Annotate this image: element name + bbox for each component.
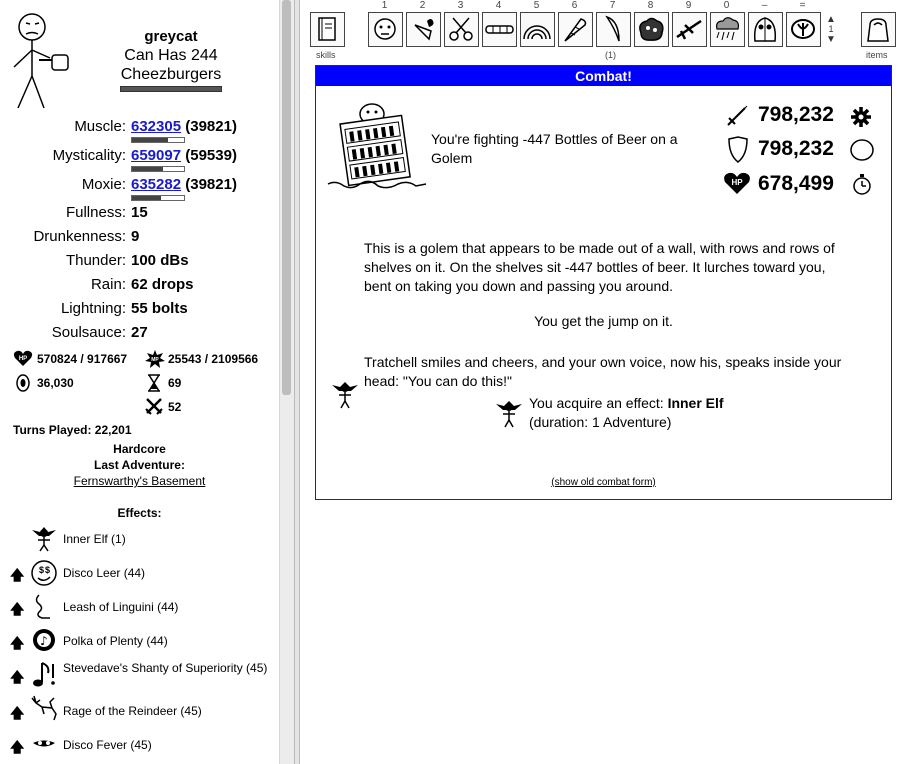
stat-value: 55 bolts xyxy=(131,300,188,317)
disco-leer-icon xyxy=(30,558,58,588)
combat-action-slot-2[interactable] xyxy=(406,12,441,47)
monster-description: This is a golem that appears to be made out of a wall, with rows and rows of shelves on it. On the shelves sit -447 bottles of beer. It lurches toward you, bent on taking you down and passing you around. xyxy=(364,240,835,294)
slot-key-label: 0 xyxy=(723,0,730,11)
stat-value: 27 xyxy=(131,324,148,341)
stat-label: Moxie: xyxy=(81,176,126,193)
moxie-progress-bar xyxy=(131,195,185,201)
stat-label: Lightning: xyxy=(60,300,126,317)
stat-muscle xyxy=(0,118,279,138)
raincloud-icon xyxy=(711,13,744,46)
combat-header: Combat! xyxy=(316,66,891,86)
character-title-line1: Can Has 244 xyxy=(124,47,218,64)
monster-image[interactable] xyxy=(326,100,430,192)
mp-value[interactable]: 25543 / 2109566 xyxy=(168,352,259,366)
effect-label: Stevedave's Shanty of Superiority (45) xyxy=(63,661,268,675)
svg-text:♪: ♪ xyxy=(40,634,48,648)
monster-hp: 678,499 xyxy=(758,172,834,195)
stat-value: 9 xyxy=(131,228,140,245)
blob-icon xyxy=(635,13,668,46)
svg-text:HP: HP xyxy=(18,356,28,362)
stat-soulsauce xyxy=(0,324,279,344)
crossed-swords-icon xyxy=(145,397,163,415)
combat-action-slot-5[interactable] xyxy=(520,12,555,47)
scissors-icon xyxy=(445,13,478,46)
effect-rage-of-the-reindeer[interactable] xyxy=(0,694,279,728)
effects-heading: Effects: xyxy=(117,506,162,520)
slot-key-label: 9 xyxy=(685,0,692,11)
stat-label: Thunder: xyxy=(65,252,126,269)
stat-value: 62 drops xyxy=(131,276,194,293)
page-number: 1 xyxy=(828,24,834,34)
plane-icon xyxy=(673,13,706,46)
page-down-arrow-icon[interactable]: ▼ xyxy=(826,34,836,45)
frame-divider[interactable] xyxy=(294,0,300,764)
stat-moxie xyxy=(0,176,279,196)
effect-label: Disco Fever (45) xyxy=(63,738,152,752)
combat-action-slot-4[interactable] xyxy=(482,12,517,47)
slot-key-label: = xyxy=(799,0,806,11)
combat-action-slot-6[interactable] xyxy=(558,12,593,47)
carrot-icon xyxy=(559,13,592,46)
jump-message: You get the jump on it. xyxy=(534,313,673,329)
hp-value[interactable]: 570824 / 917667 xyxy=(37,352,128,366)
hp-heart-icon xyxy=(723,171,751,195)
skills-label: skills xyxy=(316,50,336,60)
skills-book-icon xyxy=(311,13,344,46)
mysticality-progress-bar xyxy=(131,166,185,172)
combat-action-slot-10[interactable] xyxy=(710,12,745,47)
stat-label: Muscle: xyxy=(74,118,126,135)
slot-key-label: 6 xyxy=(571,0,578,11)
elf-icon xyxy=(30,522,58,552)
items-button[interactable] xyxy=(861,12,896,47)
music-note-icon xyxy=(30,660,58,690)
mp-icon xyxy=(145,350,165,368)
turns-played: Turns Played: 22,201 xyxy=(13,423,132,437)
hp-heart-icon xyxy=(13,350,33,367)
character-pane xyxy=(0,0,279,764)
monster-intro: You're fighting -447 Bottles of Beer on a Golem xyxy=(431,131,678,166)
stat-moxie-base: (39821) xyxy=(185,176,237,193)
effect-stevedaves-shanty[interactable] xyxy=(0,658,279,696)
muscle-progress-bar xyxy=(131,137,185,143)
items-bag-icon xyxy=(862,13,895,46)
pvp-value: 52 xyxy=(168,400,182,414)
combat-panel xyxy=(315,65,892,500)
avatar[interactable] xyxy=(6,12,72,110)
combat-action-slot-11[interactable] xyxy=(748,12,783,47)
last-adventure-label: Last Adventure: xyxy=(94,458,185,472)
upgrade-arrow-icon[interactable]: 🡅 xyxy=(10,567,25,583)
character-title-line2: Cheezburgers xyxy=(120,66,222,83)
mask-icon xyxy=(749,13,782,46)
left-pane-scrollbar[interactable] xyxy=(279,0,294,764)
circle-icon xyxy=(849,138,875,162)
effect-acquired-name: Inner Elf xyxy=(667,395,724,411)
stat-thunder xyxy=(0,252,279,272)
effect-duration: (duration: 1 Adventure) xyxy=(529,414,672,430)
stat-value: 15 xyxy=(131,204,148,221)
svg-text:$: $ xyxy=(45,565,51,575)
face-icon xyxy=(369,13,402,46)
slot-key-label: – xyxy=(761,0,768,11)
slot-key-label: 5 xyxy=(533,0,540,11)
adventures-value: 69 xyxy=(168,376,182,390)
items-label: items xyxy=(866,50,888,60)
linguini-icon xyxy=(30,592,58,622)
page-switcher[interactable] xyxy=(823,14,839,46)
stat-fullness xyxy=(0,204,279,224)
effect-leash-of-linguini[interactable] xyxy=(0,590,279,624)
combat-action-slot-9[interactable] xyxy=(672,12,707,47)
svg-text:HP: HP xyxy=(731,178,743,187)
stat-label: Mysticality: xyxy=(52,147,126,164)
slot-key-label: 3 xyxy=(457,0,464,11)
effect-label: Disco Leer (44) xyxy=(63,566,146,580)
effect-polka-of-plenty[interactable] xyxy=(0,624,279,658)
meat-icon xyxy=(15,374,31,392)
effect-disco-leer[interactable] xyxy=(0,556,279,590)
level-progress-bar xyxy=(120,86,222,92)
slot-key-label: 4 xyxy=(495,0,502,11)
combat-action-slot-7[interactable] xyxy=(596,12,631,47)
stat-moxie-value[interactable]: 635282 xyxy=(131,176,182,193)
stat-label: Rain: xyxy=(90,276,126,293)
gear-icon xyxy=(849,105,873,129)
slot-key-label: 8 xyxy=(647,0,654,11)
shield-icon xyxy=(727,136,749,164)
slot-key-label: 1 xyxy=(381,0,388,11)
stat-mysticality-value[interactable]: 659097 xyxy=(131,147,182,164)
effect-disco-fever[interactable] xyxy=(0,728,279,762)
svg-text:MP: MP xyxy=(151,357,159,363)
pretzel-icon xyxy=(787,13,820,46)
sword-icon xyxy=(725,104,749,128)
stat-label: Fullness: xyxy=(65,204,126,221)
stat-mysticality xyxy=(0,147,279,167)
action-bar xyxy=(300,0,903,62)
chain-icon xyxy=(483,13,516,46)
carrot-heart-icon xyxy=(407,13,440,46)
effect-label: Rage of the Reindeer (45) xyxy=(63,704,202,718)
svg-text:$: $ xyxy=(39,565,45,575)
stat-muscle-base: (39821) xyxy=(185,118,237,135)
hourglass-icon xyxy=(146,374,162,392)
slot-key-label: 2 xyxy=(419,0,426,11)
upgrade-arrow-icon[interactable]: 🡅 xyxy=(10,669,25,685)
stat-muscle-value[interactable]: 632305 xyxy=(131,118,182,135)
stat-label: Drunkenness: xyxy=(33,228,126,245)
slot-key-label: 7 xyxy=(609,0,616,11)
skills-button[interactable] xyxy=(310,12,345,47)
effect-acquired-prefix: You acquire an effect: xyxy=(529,395,668,411)
effect-inner-elf[interactable] xyxy=(0,522,279,556)
stat-mysticality-base: (59539) xyxy=(185,147,237,164)
companion-message: Tratchell smiles and cheers, and your own voice, now his, speaks inside your head: "You can do this!" xyxy=(364,354,842,389)
stat-drunkenness xyxy=(0,228,279,248)
path-label: Hardcore xyxy=(113,442,166,456)
reindeer-icon xyxy=(30,694,58,724)
effect-elf-icon[interactable] xyxy=(494,397,524,429)
monster-defense: 798,232 xyxy=(758,137,834,160)
companion-elf-icon xyxy=(330,378,360,410)
page-up-arrow-icon[interactable]: ▲ xyxy=(826,14,836,25)
upgrade-arrow-icon[interactable]: 🡅 xyxy=(10,739,25,755)
combat-action-slot-12[interactable] xyxy=(786,12,821,47)
combat-action-slot-1[interactable] xyxy=(368,12,403,47)
stat-value: 100 dBs xyxy=(131,252,189,269)
stopwatch-icon xyxy=(851,173,873,197)
stat-rain xyxy=(0,276,279,296)
show-old-combat-form-link[interactable]: (show old combat form) xyxy=(551,477,656,488)
effect-label: Inner Elf (1) xyxy=(63,532,126,546)
scrollbar-thumb[interactable] xyxy=(282,0,291,395)
character-name[interactable]: greycat xyxy=(144,28,198,45)
upgrade-arrow-icon[interactable]: 🡅 xyxy=(10,705,25,721)
meat-value: 36,030 xyxy=(37,376,74,390)
effect-acquired-message xyxy=(529,394,849,413)
stat-label: Soulsauce: xyxy=(51,324,126,341)
upgrade-arrow-icon[interactable]: 🡅 xyxy=(10,601,25,617)
stat-lightning xyxy=(0,300,279,320)
slot-count-label: (1) xyxy=(605,50,616,60)
effect-label: Polka of Plenty (44) xyxy=(63,634,168,648)
combat-action-slot-8[interactable] xyxy=(634,12,669,47)
claw-icon xyxy=(597,13,630,46)
rainbow-icon xyxy=(521,13,554,46)
effect-label: Leash of Linguini (44) xyxy=(63,600,179,614)
monster-attack: 798,232 xyxy=(758,103,834,126)
disco-fever-icon xyxy=(30,730,58,760)
polka-icon xyxy=(30,626,58,656)
combat-action-slot-3[interactable] xyxy=(444,12,479,47)
upgrade-arrow-icon[interactable]: 🡅 xyxy=(10,635,25,651)
last-adventure-link[interactable]: Fernswarthy's Basement xyxy=(73,474,206,488)
